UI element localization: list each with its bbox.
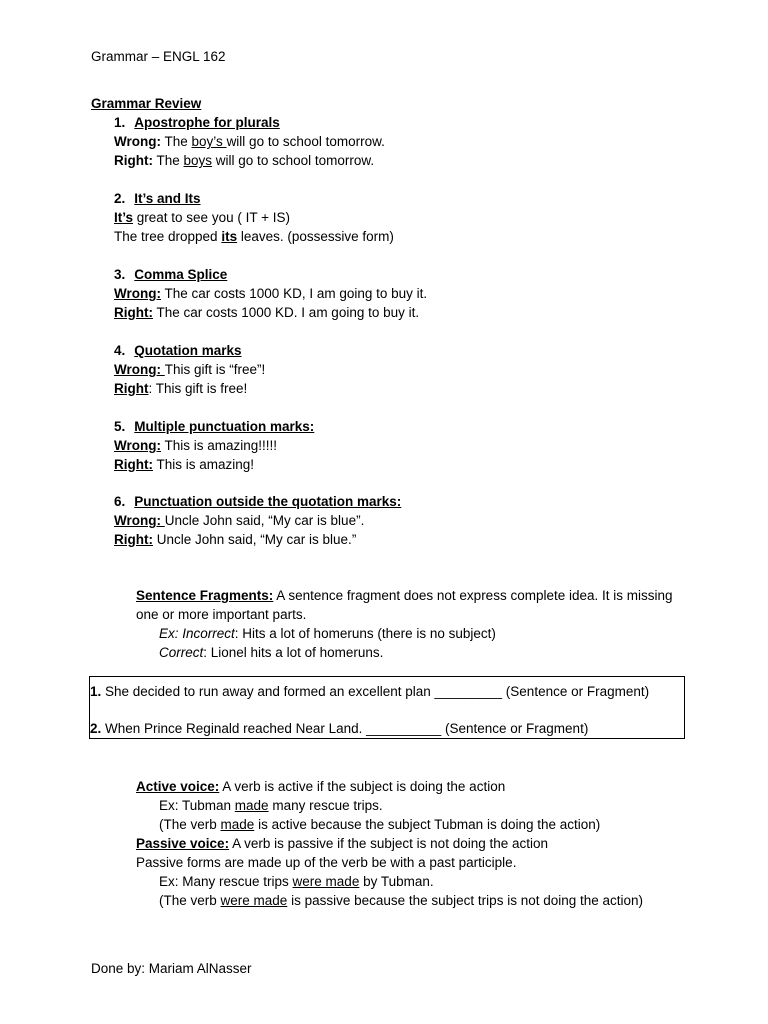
section-3-heading [114,265,227,284]
text: A verb is active if the subject is doing the action [219,779,506,794]
text: is active because the subject Tubman is doing the action) [254,817,601,832]
text: The [161,134,192,149]
section-number: 3. [114,267,126,282]
section-title: Quotation marks [134,343,242,358]
text: Uncle John said, “My car is blue”. [164,513,365,528]
passive-voice-definition [136,834,548,853]
text: (The verb [159,893,221,908]
document-footer: Done by: Mariam AlNasser [91,961,252,976]
text: will go to school tomorrow. [226,134,385,149]
section-number: 6. [114,494,126,509]
text: many rescue trips. [268,798,383,813]
section-4-wrong [114,360,265,379]
section-title: Punctuation outside the quotation marks: [134,494,402,509]
highlight-word: were made [292,874,360,889]
section-1-wrong [114,132,385,151]
text: The car costs 1000 KD. I am going to buy it. [152,305,420,320]
section-6-heading [114,492,401,511]
section-3-wrong [114,284,427,303]
section-number: 4. [114,343,126,358]
section-2-line-2 [114,227,394,246]
section-2-heading [114,189,201,208]
text: This is amazing! [152,457,255,472]
highlight-word: made [220,817,255,832]
section-number: 2. [114,191,126,206]
text: Uncle John said, “My car is blue.” [152,532,357,547]
section-title: Comma Splice [134,267,228,282]
fragments-correct [159,643,383,662]
highlight-word: its [221,229,238,244]
section-title: Multiple punctuation marks: [134,419,315,434]
active-voice-note [159,815,600,834]
section-1-right [114,151,374,170]
section-number: 5. [114,419,126,434]
text: : Hits a lot of homeruns (there is no subject) [234,626,496,641]
section-5-wrong [114,436,277,455]
text: A sentence fragment does not express complete idea. It is missing [273,588,673,603]
section-2-line-1 [114,208,290,227]
wrong-label: Wrong: [114,286,161,301]
passive-voice-label: Passive voice: [136,836,230,851]
section-4-heading [114,341,242,360]
wrong-label: Wrong: [114,134,161,149]
section-title: It’s and Its [134,191,201,206]
text: Ex: Many rescue trips [159,874,293,889]
text: will go to school tomorrow. [212,153,375,168]
section-5-right [114,455,254,474]
review-title: Grammar Review [91,96,202,111]
passive-voice-note [159,891,643,910]
section-6-right [114,530,356,549]
active-voice-example [159,796,383,815]
text: great to see you ( IT + IS) [133,210,290,225]
wrong-label: Wrong: [114,438,161,453]
highlight-word: were made [220,893,288,908]
text: Ex: Tubman [159,798,235,813]
text: (The verb [159,817,221,832]
fragments-definition [136,586,673,605]
right-label: Right: [114,305,153,320]
text: This is amazing!!!!! [161,438,278,453]
text: by Tubman. [359,874,434,889]
section-6-wrong [114,511,364,530]
highlight-word: made [234,798,269,813]
right-label: Right [114,381,149,396]
text: is passive because the subject trips is not doing the action) [287,893,644,908]
active-voice-definition [136,777,505,796]
section-title: Apostrophe for plurals [134,115,280,130]
question-text: When Prince Reginald reached Near Land. __________ (Sentence or Fragment) [101,721,589,736]
section-4-right [114,379,247,398]
section-number: 1. [114,115,126,130]
question-number: 2. [90,721,102,736]
wrong-label: Wrong: [114,513,165,528]
section-5-heading [114,417,314,436]
active-voice-label: Active voice: [136,779,220,794]
right-label: Right: [114,153,153,168]
text: A verb is passive if the subject is not doing the action [229,836,549,851]
highlight-word: boys [183,153,213,168]
right-label: Right: [114,457,153,472]
text: This gift is “free”! [164,362,266,377]
question-number: 1. [90,684,102,699]
fragments-example [159,624,496,643]
wrong-label: Wrong: [114,362,165,377]
exercise-question-1 [90,682,649,701]
exercise-question-2 [90,719,588,738]
example-label: Ex: Incorrect [159,626,235,641]
fragments-label: Sentence Fragments: [136,588,274,603]
text: : This gift is free! [148,381,248,396]
text: leaves. (possessive form) [237,229,394,244]
highlight-word: It’s [114,210,134,225]
text: : Lionel hits a lot of homeruns. [203,645,384,660]
highlight-word: boy’s [191,134,227,149]
section-3-right [114,303,419,322]
document-header: Grammar – ENGL 162 [91,49,226,64]
passive-forms-text: Passive forms are made up of the verb be with a past participle. [136,855,517,870]
question-text: She decided to run away and formed an excellent plan _________ (Sentence or Fragment) [101,684,650,699]
fragments-definition-cont: one or more important parts. [136,607,307,622]
correct-label: Correct [159,645,204,660]
section-1-heading [114,113,280,132]
text: The [152,153,184,168]
passive-voice-example [159,872,434,891]
text: The tree dropped [114,229,222,244]
text: The car costs 1000 KD, I am going to buy it. [161,286,428,301]
right-label: Right: [114,532,153,547]
